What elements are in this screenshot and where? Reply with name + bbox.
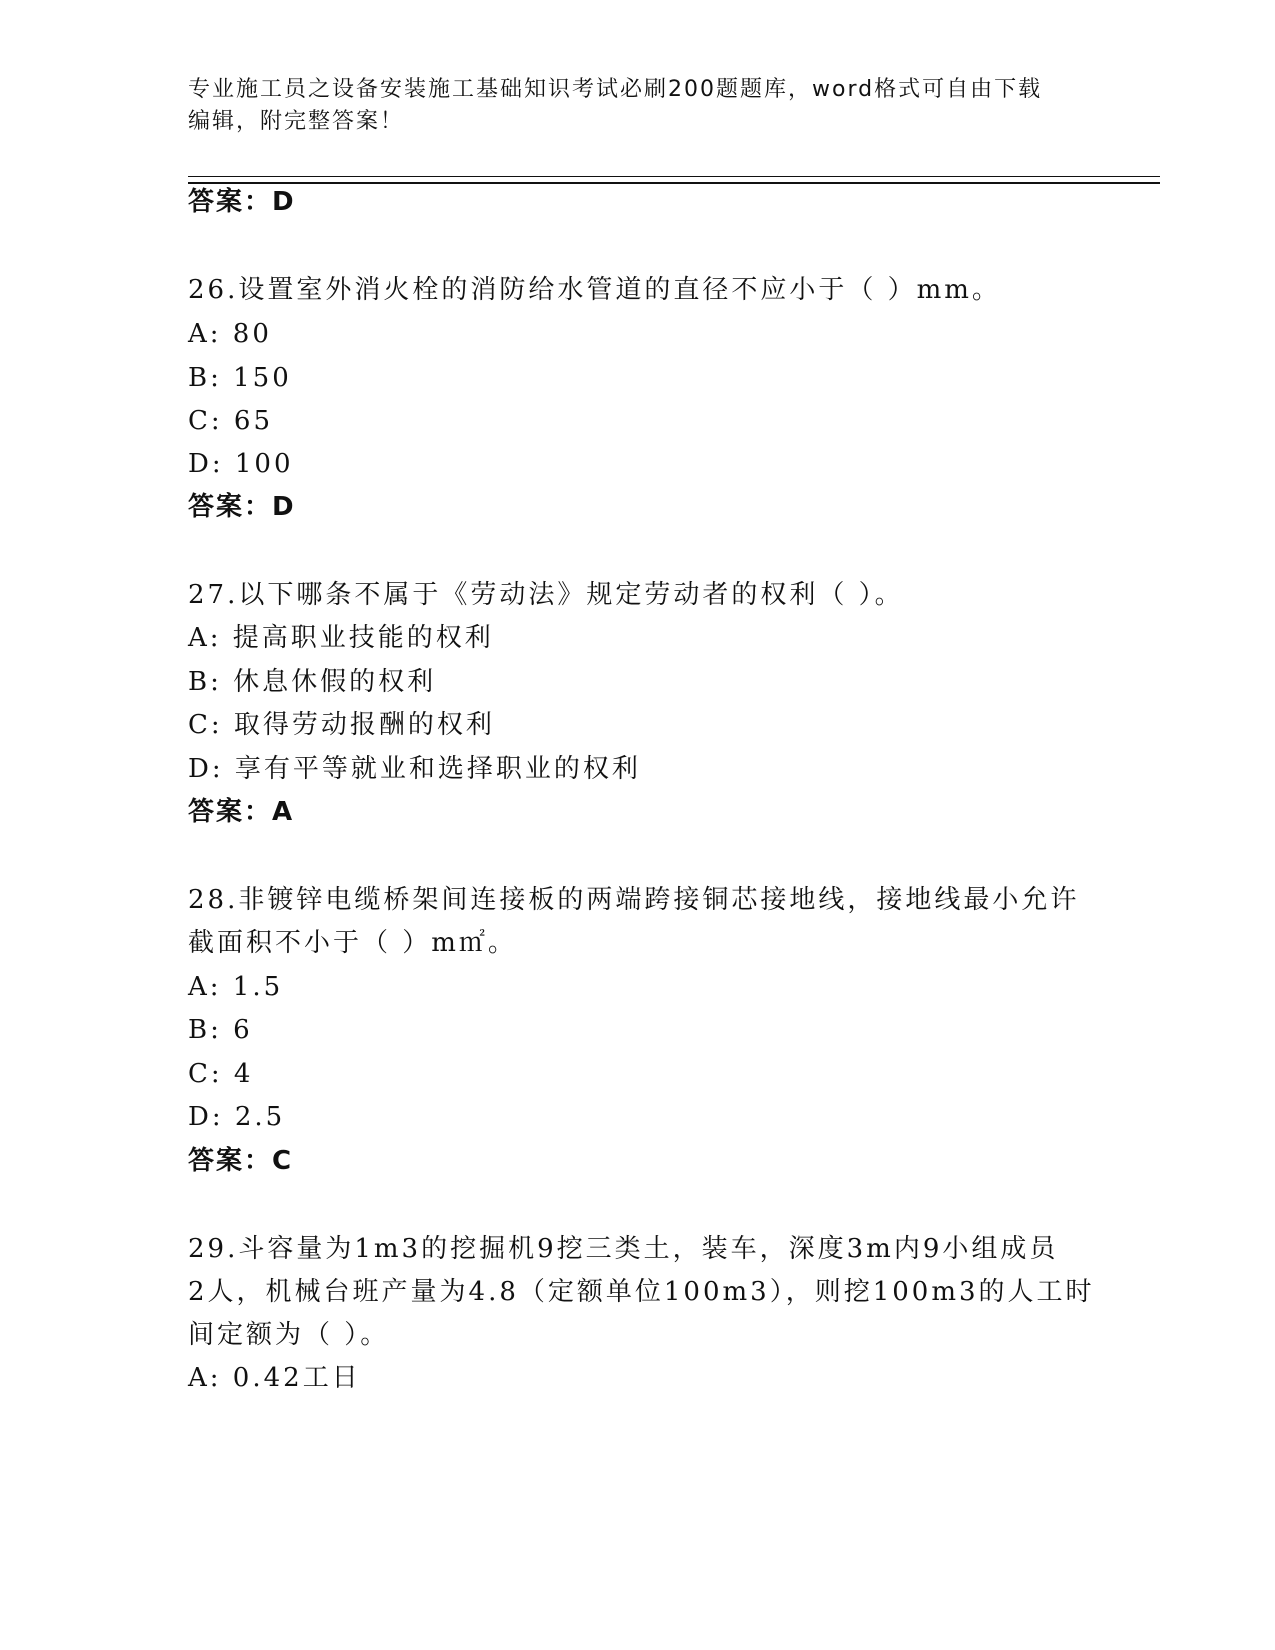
- question-29-option-a: A: 0.42工日: [188, 1363, 361, 1393]
- document-header: [188, 74, 1088, 138]
- question-26-option-a: A: 80: [188, 319, 272, 349]
- header-line-1: 专业施工员之设备安装施工基础知识考试必刷200题题库，word格式可自由下载: [188, 77, 1043, 102]
- header-line-2: 编辑，附完整答案！: [188, 109, 405, 134]
- question-29-stem-line-2: 2人，机械台班产量为4.8（定额单位100m3），则挖100m3的人工时: [188, 1277, 1095, 1307]
- question-28-option-c: C: 4: [188, 1059, 254, 1089]
- header-divider-thick: [188, 182, 1160, 184]
- question-27-option-b: B: 休息休假的权利: [188, 667, 437, 697]
- question-26-option-d: D: 100: [188, 449, 294, 479]
- question-28-option-d: D: 2.5: [188, 1102, 286, 1132]
- question-29-stem-line-1: 29.斗容量为1m3的挖掘机9挖三类土，装车，深度3m内9小组成员: [188, 1234, 1059, 1264]
- question-27-option-c: C: 取得劳动报酬的权利: [188, 710, 495, 740]
- question-26-stem: 26.设置室外消火栓的消防给水管道的直径不应小于（ ）mm。: [188, 275, 1001, 305]
- question-27-stem: 27.以下哪条不属于《劳动法》规定劳动者的权利（ ）。: [188, 580, 904, 610]
- question-27-option-a: A: 提高职业技能的权利: [188, 623, 494, 653]
- previous-answer: 答案：D: [188, 187, 296, 217]
- question-28-option-b: B: 6: [188, 1015, 253, 1045]
- question-27-option-d: D: 享有平等就业和选择职业的权利: [188, 754, 641, 784]
- question-27-answer: 答案：A: [188, 797, 295, 827]
- question-26-option-b: B: 150: [188, 363, 292, 393]
- question-26-answer: 答案：D: [188, 492, 296, 522]
- question-28-stem-line-1: 28.非镀锌电缆桥架间连接板的两端跨接铜芯接地线，接地线最小允许: [188, 885, 1080, 915]
- question-28-answer: 答案：C: [188, 1146, 294, 1176]
- question-29-stem-line-3: 间定额为（ ）。: [188, 1320, 390, 1350]
- question-28-option-a: A: 1.5: [188, 972, 284, 1002]
- question-26-option-c: C: 65: [188, 406, 274, 436]
- header-divider-thin: [188, 176, 1160, 177]
- question-28-stem-line-2: 截面积不小于（ ）m㎡。: [188, 928, 517, 958]
